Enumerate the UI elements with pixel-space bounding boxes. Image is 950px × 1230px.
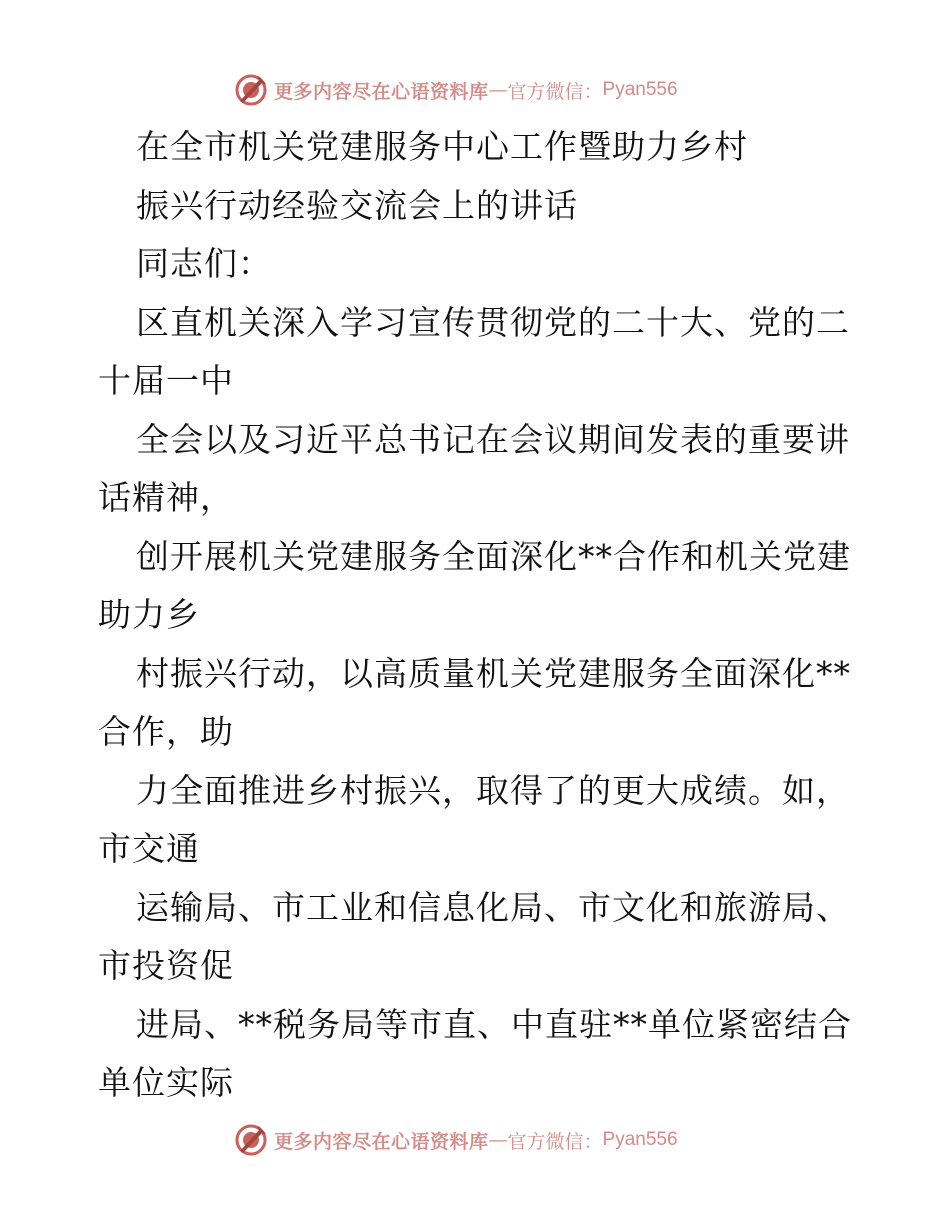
quill-seal-icon [234,1123,268,1157]
watermark-wechat-label: 官方微信： [507,1130,603,1153]
watermark-dash: — [488,79,508,101]
watermark-wechat-label: 官方微信： [507,80,603,103]
text-line: 十届一中 [98,361,234,400]
watermark-wechat-id: Pyan556 [602,1129,678,1150]
text-line: 村振兴行动，以高质量机关党建服务全面深化** [136,653,851,693]
text-line: 进局、**税务局等市直、中直驻**单位紧密结合 [136,1004,852,1044]
header-watermark [234,72,678,108]
text-line: 单位实际 [98,1063,234,1102]
watermark-wechat-id: Pyan556 [602,79,678,100]
text-line: 区直机关深入学习宣传贯彻党的二十大、党的二 [136,302,850,342]
text-line: 合作，助 [98,712,234,751]
text-line: 运输局、市工业和信息化局、市文化和旅游局、 [136,887,850,927]
title-line-2: 振兴行动经验交流会上的讲话 [136,185,578,225]
quill-seal-icon [234,73,268,107]
title-line-1: 在全市机关党建服务中心工作暨助力乡村 [136,127,748,166]
salutation: 同志们： [136,244,272,283]
text-line: 力全面推进乡村振兴，取得了的更大成绩。如， [136,770,850,810]
watermark-text: 更多内容尽在心语资料库 [274,1130,489,1153]
text-line: 创开展机关党建服务全面深化**合作和机关党建 [136,536,851,576]
document-body [98,118,858,1113]
text-line: 市投资促 [98,946,234,985]
text-line: 话精神， [98,478,234,517]
text-line: 全会以及习近平总书记在会议期间发表的重要讲 [136,419,850,459]
text-line: 市交通 [98,829,200,868]
footer-watermark [234,1122,678,1158]
watermark-dash: — [488,1129,508,1151]
watermark-text: 更多内容尽在心语资料库 [274,80,489,103]
text-line: 助力乡 [98,595,200,634]
